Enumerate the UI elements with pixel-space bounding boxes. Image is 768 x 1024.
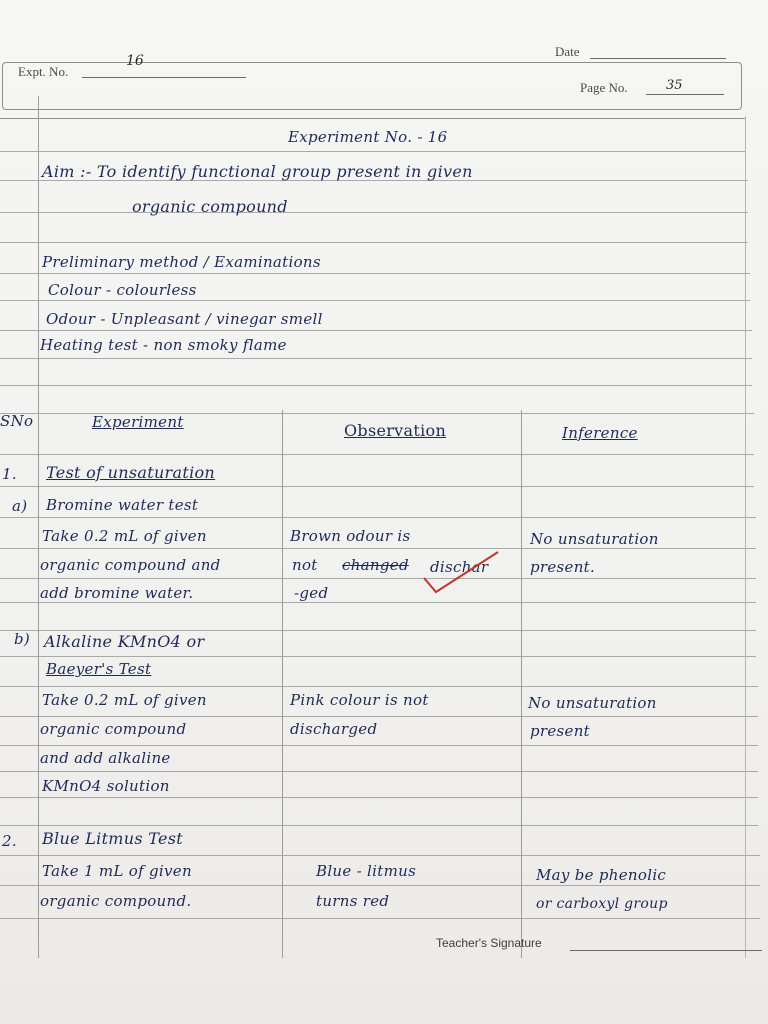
test2-obs-2: turns red — [316, 892, 390, 910]
header-box — [2, 62, 742, 110]
test2-exp-2: organic compound. — [40, 892, 192, 910]
experiment-title: Experiment No. - 16 — [288, 128, 448, 146]
test1b-inf-1: No unsaturation — [528, 694, 657, 712]
test2-title: Blue Litmus Test — [42, 829, 184, 848]
prelim-odour: Odour - Unpleasant / vinegar smell — [46, 310, 323, 328]
aim-line-1: Aim :- To identify functional group present in given — [42, 162, 473, 181]
aim-line-2: organic compound — [132, 197, 288, 216]
prelim-heating: Heating test - non smoky flame — [40, 336, 287, 354]
col-observation: Observation — [344, 421, 447, 440]
date-label: Date — [555, 44, 580, 59]
col-experiment: Experiment — [92, 413, 184, 431]
test1b-inf-2: present — [530, 722, 591, 740]
test1b-exp-2: organic compound — [40, 720, 187, 738]
prelim-colour: Colour - colourless — [48, 281, 197, 299]
test1b-exp-4: KMnO4 solution — [42, 777, 170, 795]
test1a-obs-2b: dischar — [430, 558, 489, 576]
col-inference: Inference — [562, 424, 638, 442]
test1b-label: b) — [14, 630, 31, 648]
signature-line — [570, 950, 762, 951]
test2-number: 2. — [2, 832, 17, 850]
test1b-title-2: Baeyer's Test — [46, 660, 152, 678]
test1a-exp-3: add bromine water. — [40, 584, 194, 602]
test2-inf-1: May be phenolic — [536, 866, 667, 884]
expt-line — [82, 77, 246, 78]
test1a-exp-2: organic compound and — [40, 556, 221, 574]
test1b-exp-3: and add alkaline — [40, 749, 171, 767]
check-mark-icon — [422, 548, 502, 598]
test1a-exp-1: Take 0.2 mL of given — [42, 527, 207, 545]
expt-value: 16 — [126, 53, 144, 69]
test1b-obs-1: Pink colour is not — [290, 691, 429, 709]
test1a-inf-2: present. — [530, 558, 596, 576]
test1b-obs-2: discharged — [290, 720, 378, 738]
page-label: Page No. — [580, 80, 628, 95]
test1a-label: a) — [12, 497, 28, 515]
test1b-title-1: Alkaline KMnO4 or — [44, 632, 205, 651]
test2-obs-1: Blue - litmus — [316, 862, 417, 880]
page-value: 35 — [666, 78, 683, 93]
test2-inf-2: or carboxyl group — [536, 896, 668, 912]
test1-number: 1. — [2, 465, 17, 483]
test1a-obs-2a: not — [292, 556, 318, 574]
test1b-exp-1: Take 0.2 mL of given — [42, 691, 207, 709]
teacher-signature-label: Teacher's Signature — [436, 936, 542, 950]
test1a-obs-3: -ged — [294, 584, 329, 602]
test1a-title: Bromine water test — [46, 496, 199, 514]
test1a-obs-2-struck: changed — [342, 556, 409, 574]
page-line — [646, 94, 724, 95]
test1a-inf-1: No unsaturation — [530, 530, 659, 548]
test1-title: Test of unsaturation — [46, 463, 216, 482]
col-sno: SNo — [0, 412, 34, 430]
expt-label: Expt. No. — [18, 64, 69, 79]
prelim-heading: Preliminary method / Examinations — [42, 253, 321, 271]
test2-exp-1: Take 1 mL of given — [42, 862, 192, 880]
date-line — [590, 58, 726, 59]
test1a-obs-1: Brown odour is — [290, 527, 411, 545]
